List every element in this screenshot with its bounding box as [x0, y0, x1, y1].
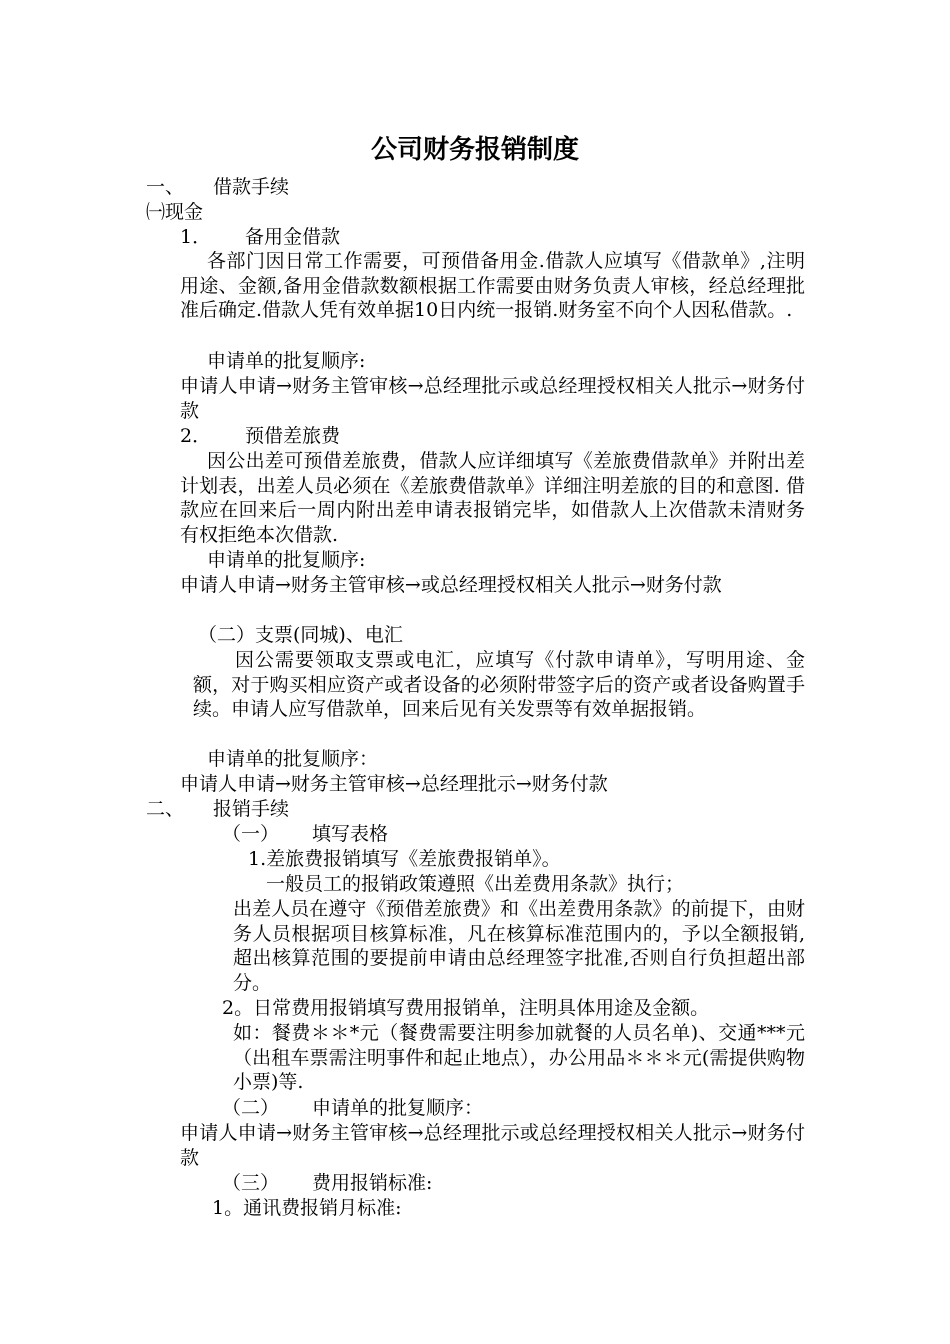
sub-1-title: 填写表格	[312, 823, 389, 845]
item-2-number: 2．	[180, 425, 212, 447]
sub-2-number: （二）	[222, 1097, 280, 1119]
item-1-order-label: 申请单的批复顺序:	[207, 350, 366, 372]
section-1-heading: 借款手续	[213, 176, 290, 198]
item-1-approval-order: 申请人申请→财务主管审核→总经理批示或总经理授权相关人批示→财务付款	[180, 375, 805, 422]
sub-3-title: 费用报销标准:	[312, 1172, 433, 1194]
item-2-body: 因公出差可预借差旅费，借款人应详细填写《差旅费借款单》并附出差计划表，出差人员必须在《差旅费借款单》详细注明差旅的目的和意图. 借款应在回来后一周内附出差申请表报销完毕，如借款人上次借款未清财务有权拒绝本次借款.	[180, 450, 805, 546]
section-2-number: 二、	[146, 798, 185, 820]
daily-expense-body: 如：餐费＊＊*元（餐费需要注明参加就餐的人员名单)、交通***元（出租车票需注明事件和起止地点），办公用品＊＊＊元(需提供购物小票)等.	[233, 1022, 805, 1093]
daily-expense-title: 2。日常费用报销填写费用报销单，注明具体用途及金额。	[222, 997, 710, 1019]
document-title: 公司财务报销制度	[370, 135, 579, 165]
sub-2-title: 申请单的批复顺序：	[312, 1097, 484, 1119]
sub-3-number: （三）	[222, 1172, 280, 1194]
travel-expense-title: 1.差旅费报销填写《差旅费报销单》。	[248, 848, 561, 870]
cheque-body: 因公需要领取支票或电汇，应填写《付款申请单》，写明用途、金额，对于购买相应资产或者设备的必须附带签字后的资产或者设备购置手续。申请人应写借款单，回来后见有关发票等有效单据报销。	[193, 649, 805, 720]
section-2-heading: 报销手续	[213, 798, 290, 820]
item-1-number: 1．	[180, 226, 212, 248]
section-1-number: 一、	[146, 176, 185, 198]
item-1-body: 各部门因日常工作需要，可预借备用金.借款人应填写《借款单》,注明用途、金额,备用金借款数额根据工作需要由财务负责人审核，经总经理批准后确定.借款人凭有效单据10日内统一报销.财务室不向个人因私借款。.	[180, 250, 805, 321]
item-1-title: 备用金借款	[245, 226, 341, 248]
item-2-approval-order: 申请人申请→财务主管审核→或总经理授权相关人批示→财务付款	[180, 574, 722, 596]
communication-expense-title: 1。通讯费报销月标准:	[212, 1197, 402, 1219]
cheque-heading: （二）支票(同城)、电汇	[198, 624, 403, 646]
travel-expense-body: 出差人员在遵守《预借差旅费》和《出差费用条款》的前提下，由财务人员根据项目核算标准，凡在核算标准范围内的，予以全额报销,超出核算范围的要提前申请由总经理签字批准,否则自行负担超出部分。	[233, 898, 805, 994]
item-2-title: 预借差旅费	[245, 425, 341, 447]
sub-2-approval-order: 申请人申请→财务主管审核→总经理批示或总经理授权相关人批示→财务付款	[180, 1122, 805, 1169]
item-2-order-label: 申请单的批复顺序:	[207, 549, 366, 571]
cash-subheading: ㈠现金	[146, 201, 204, 223]
sub-1-number: （一）	[222, 823, 280, 845]
cheque-order-label: 申请单的批复顺序：	[207, 748, 379, 770]
travel-expense-policy: 一般员工的报销政策遵照《出差费用条款》执行；	[266, 873, 685, 895]
cheque-approval-order: 申请人申请→财务主管审核→总经理批示→财务付款	[180, 773, 608, 795]
